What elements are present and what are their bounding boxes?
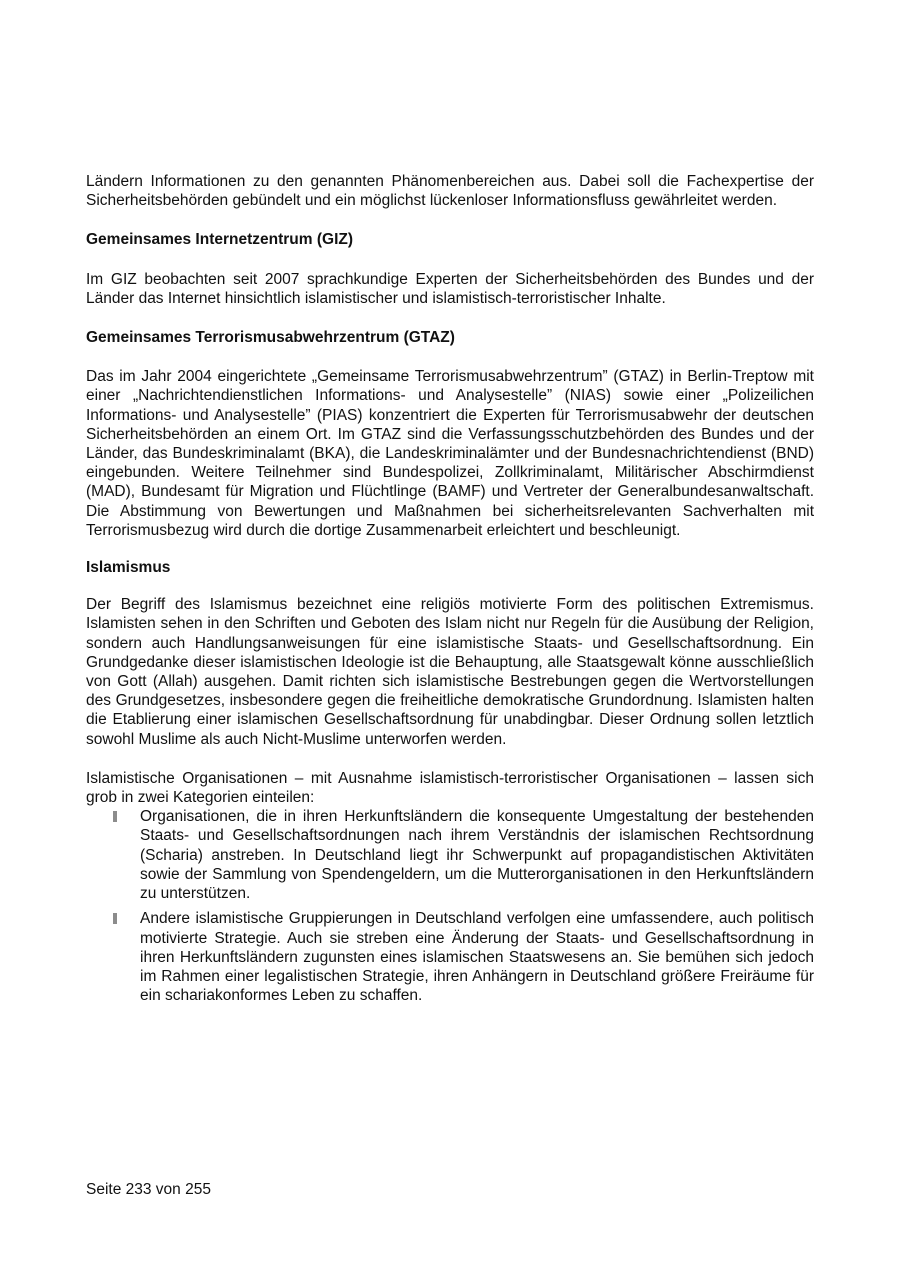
islamismus-heading: Islamismus: [86, 559, 171, 577]
giz-heading: Gemeinsames Internetzentrum (GIZ): [86, 231, 354, 249]
page-number: Seite 233 von 255: [86, 1181, 211, 1198]
bullet-list: [86, 807, 814, 1005]
bullet-icon: [113, 913, 117, 924]
bullet-icon: [113, 811, 117, 822]
list-item-text: Andere islamistische Gruppierungen in Deutschland verfolgen eine umfassendere, auch politisch motivierte Strategie. Auch sie streben eine Änderung der Staats- und Gesellschaftsordnung in ihren Herkunftsländern zugunsten eines islamischen Staatswesens an. Sie bemühen sich jedoch im Rahmen einer legalistischen Strategie, ihren Anhängern in Deutschland größere Freiräume für ein schariakonformes Leben zu schaffen.: [140, 910, 814, 1005]
list-item-text: Organisationen, die in ihren Herkunftsländern die konsequente Umgestaltung der bestehenden Staats- und Gesellschaftsordnungen nach ihrem Verständnis der islamischen Rechtsordnung (Scharia) anstreben. In Deutschland liegt ihr Schwerpunkt auf propagandistischen Aktivitäten sowie der Sammlung von Spendengeldern, um die Mutterorganisationen in den Herkunftsländern zu unterstützen.: [140, 808, 814, 903]
document-body: [86, 172, 814, 1005]
giz-paragraph: Im GIZ beobachten seit 2007 sprachkundige Experten der Sicherheitsbehörden des Bundes und der Länder das Internet hinsichtlich islamistischer und islamistisch-terroristischer Inhalte.: [86, 270, 814, 307]
gtaz-heading: Gemeinsames Terrorismusabwehrzentrum (GTAZ): [86, 329, 455, 347]
gtaz-paragraph: Das im Jahr 2004 eingerichtete „Gemeinsame Terrorismusabwehrzentrum” (GTAZ) in Berlin-Treptow mit einer „Nachrichtendienstlichen Informations- und Analysestelle” (NIAS) sowie einer „Polizeilichen Informations- und Analysestelle” (PIAS) konzentriert die Experten für Terrorismusabwehr der deutschen Sicherheitsbehörden an einem Ort. Im GTAZ sind die Verfassungsschutzbehörden des Bundes und der Länder, das Bundeskriminalamt (BKA), die Landeskriminalämter und der Bundesnachrichtendienst (BND) eingebunden. Weitere Teilnehmer sind Bundespolizei, Zollkriminalamt, Militärischer Abschirmdienst (MAD), Bundesamt für Migration und Flüchtlinge (BAMF) und Vertreter der Generalbundesanwaltschaft. Die Abstimmung von Bewertungen und Maßnahmen bei sicherheitsrelevanten Sachverhalten mit Terrorismusbezug wird durch die dortige Zusammenarbeit erleichtert und beschleunigt.: [86, 368, 814, 539]
organisationen-paragraph: Islamistische Organisationen – mit Ausnahme islamistisch-terroristischer Organisationen – lassen sich grob in zwei Kategorien einteilen:: [86, 769, 814, 807]
intro-paragraph: Ländern Informationen zu den genannten Phänomenbereichen aus. Dabei soll die Fachexpertise der Sicherheitsbehörden gebündelt und ein möglichst lückenloser Informationsfluss gewährleitet werden.: [86, 173, 814, 210]
list-item: [86, 909, 814, 1005]
list-item: [86, 807, 814, 903]
islamismus-paragraph: Der Begriff des Islamismus bezeichnet eine religiös motivierte Form des politischen Extremismus. Islamisten sehen in den Schriften und Geboten des Islam nicht nur Regeln für die Ausübung der Religion, sondern auch Handlungsanweisungen für eine islamistische Staats- und Gesellschaftsordnung. Ein Grundgedanke dieser islamistischen Ideologie ist die Behauptung, alle Staatsgewalt könne ausschließlich von Gott (Allah) ausgehen. Damit richten sich islamistische Bestrebungen gegen die Wertvorstellungen des Grundgesetzes, insbesondere gegen die freiheitliche demokratische Grundordnung. Islamisten halten die Etablierung einer islamischen Gesellschaftsordnung für unabdingbar. Dieser Ordnung sollen letztlich sowohl Muslime als auch Nicht-Muslime unterworfen werden.: [86, 596, 814, 748]
